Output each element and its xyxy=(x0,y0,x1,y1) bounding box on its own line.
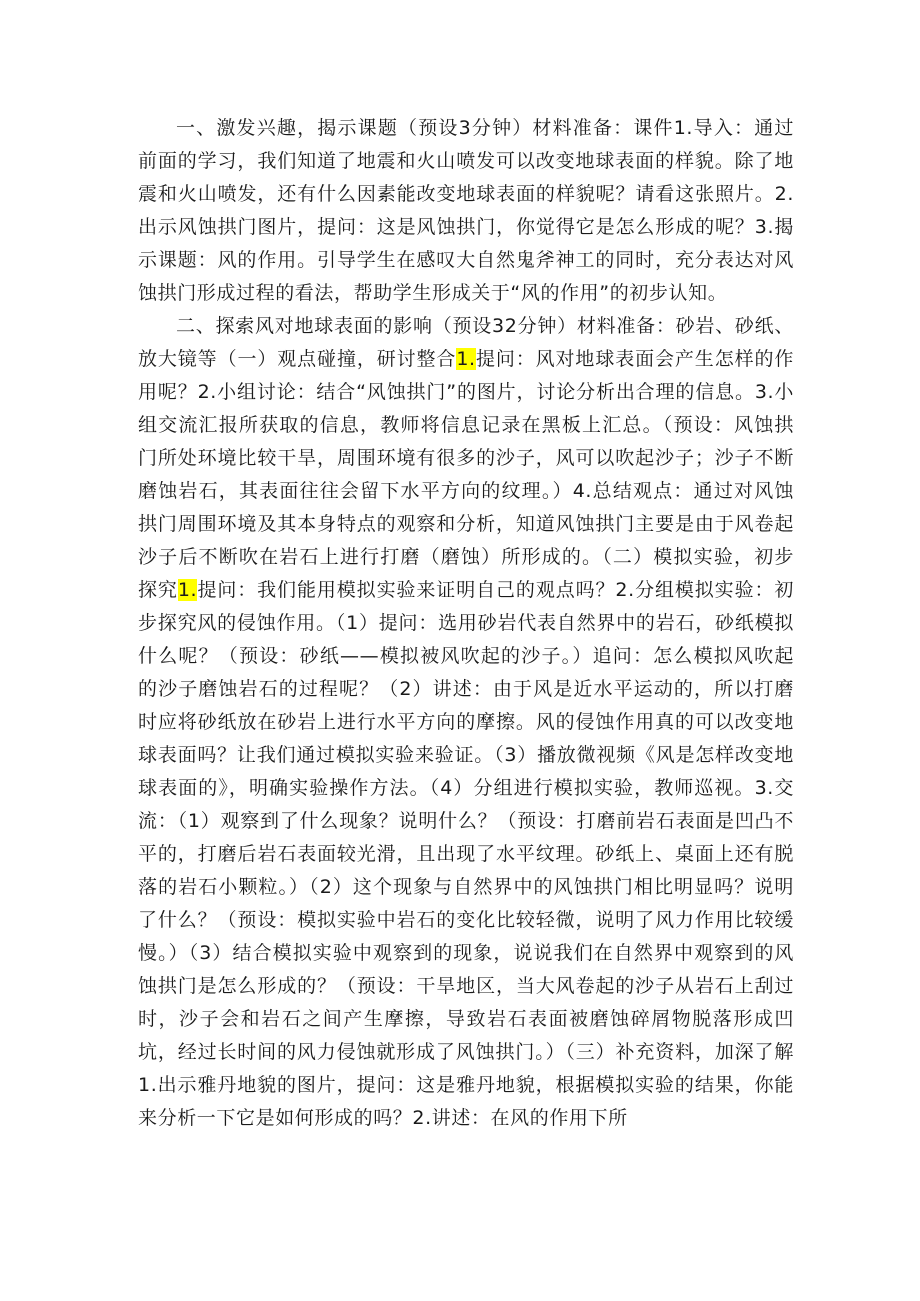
highlighted-number: 1. xyxy=(177,579,198,601)
paragraph-section-one xyxy=(138,112,794,310)
paragraph-text: 一、激发兴趣，揭示课题（预设3分钟）材料准备：课件1.导入：通过前面的学习，我们知道了地震和火山喷发可以改变地球表面的样貌。除了地震和火山喷发，还有什么因素能改变地球表面的样貌呢？请看这张照片。2.出示风蚀拱门图片，提问：这是风蚀拱门，你觉得它是怎么形成的呢？3.揭示课题：风的作用。引导学生在感叹大自然鬼斧神工的同时，充分表达对风蚀拱门形成过程的看法，帮助学生形成关于“风的作用”的初步认知。 xyxy=(138,117,794,304)
paragraph-text: 二、探索风对地球表面的影响（预设32分钟）材料准备：砂岩、砂纸、放大镜等（一）观点碰撞，研讨整合 xyxy=(138,315,794,370)
section-one-block xyxy=(138,112,794,310)
section-two-block xyxy=(138,310,794,1135)
paragraph-text: 提问：我们能用模拟实验来证明自己的观点吗？2.分组模拟实验：初步探究风的侵蚀作用。（1）提问：选用砂岩代表自然界中的岩石，砂纸模拟什么呢？（预设：砂纸——模拟被风吹起的沙子。）追问：怎么模拟风吹起的沙子磨蚀岩石的过程呢？（2）讲述：由于风是近水平运动的，所以打磨时应将砂纸放在砂岩上进行水平方向的摩擦。风的侵蚀作用真的可以改变地球表面吗？让我们通过模拟实验来验证。（3）播放微视频《风是怎样改变地球表面的》，明确实验操作方法。（4）分组进行模拟实验，教师巡视。3.交流：（1）观察到了什么现象？说明什么？（预设：打磨前岩石表面是凹凸不平的，打磨后岩石表面较光滑，且出现了水平纹理。砂纸上、桌面上还有脱落的岩石小颗粒。）（2）这个现象与自然界中的风蚀拱门相比明显吗？说明了什么？（预设：模拟实验中岩石的变化比较轻微，说明了风力作用比较缓慢。）（3）结合模拟实验中观察到的现象，说说我们在自然界中观察到的风蚀拱门是怎么形成的？（预设：干旱地区，当大风卷起的沙子从岩石上刮过时，沙子会和岩石之间产生摩擦，导致岩石表面被磨蚀碎屑物脱落形成凹坑，经过长时间的风力侵蚀就形成了风蚀拱门。）（三）补充资料，加深了解1.出示雅丹地貌的图片，提问：这是雅丹地貌，根据模拟实验的结果，你能来分析一下它是如何形成的吗？2.讲述：在风的作用下所 xyxy=(138,579,794,1129)
paragraph-section-two xyxy=(138,310,794,1135)
paragraph-text: 提问：风对地球表面会产生怎样的作用呢？2.小组讨论：结合“风蚀拱门”的图片，讨论分析出合理的信息。3.小组交流汇报所获取的信息，教师将信息记录在黑板上汇总。（预设：风蚀拱门所处环境比较干旱，周围环境有很多的沙子，风可以吹起沙子；沙子不断磨蚀岩石，其表面往往会留下水平方向的纹理。）4.总结观点：通过对风蚀拱门周围环境及其本身特点的观察和分析，知道风蚀拱门主要是由于风卷起沙子后不断吹在岩石上进行打磨（磨蚀）所形成的。（二）模拟实验，初步探究 xyxy=(138,348,794,601)
highlighted-number: 1. xyxy=(456,348,476,370)
